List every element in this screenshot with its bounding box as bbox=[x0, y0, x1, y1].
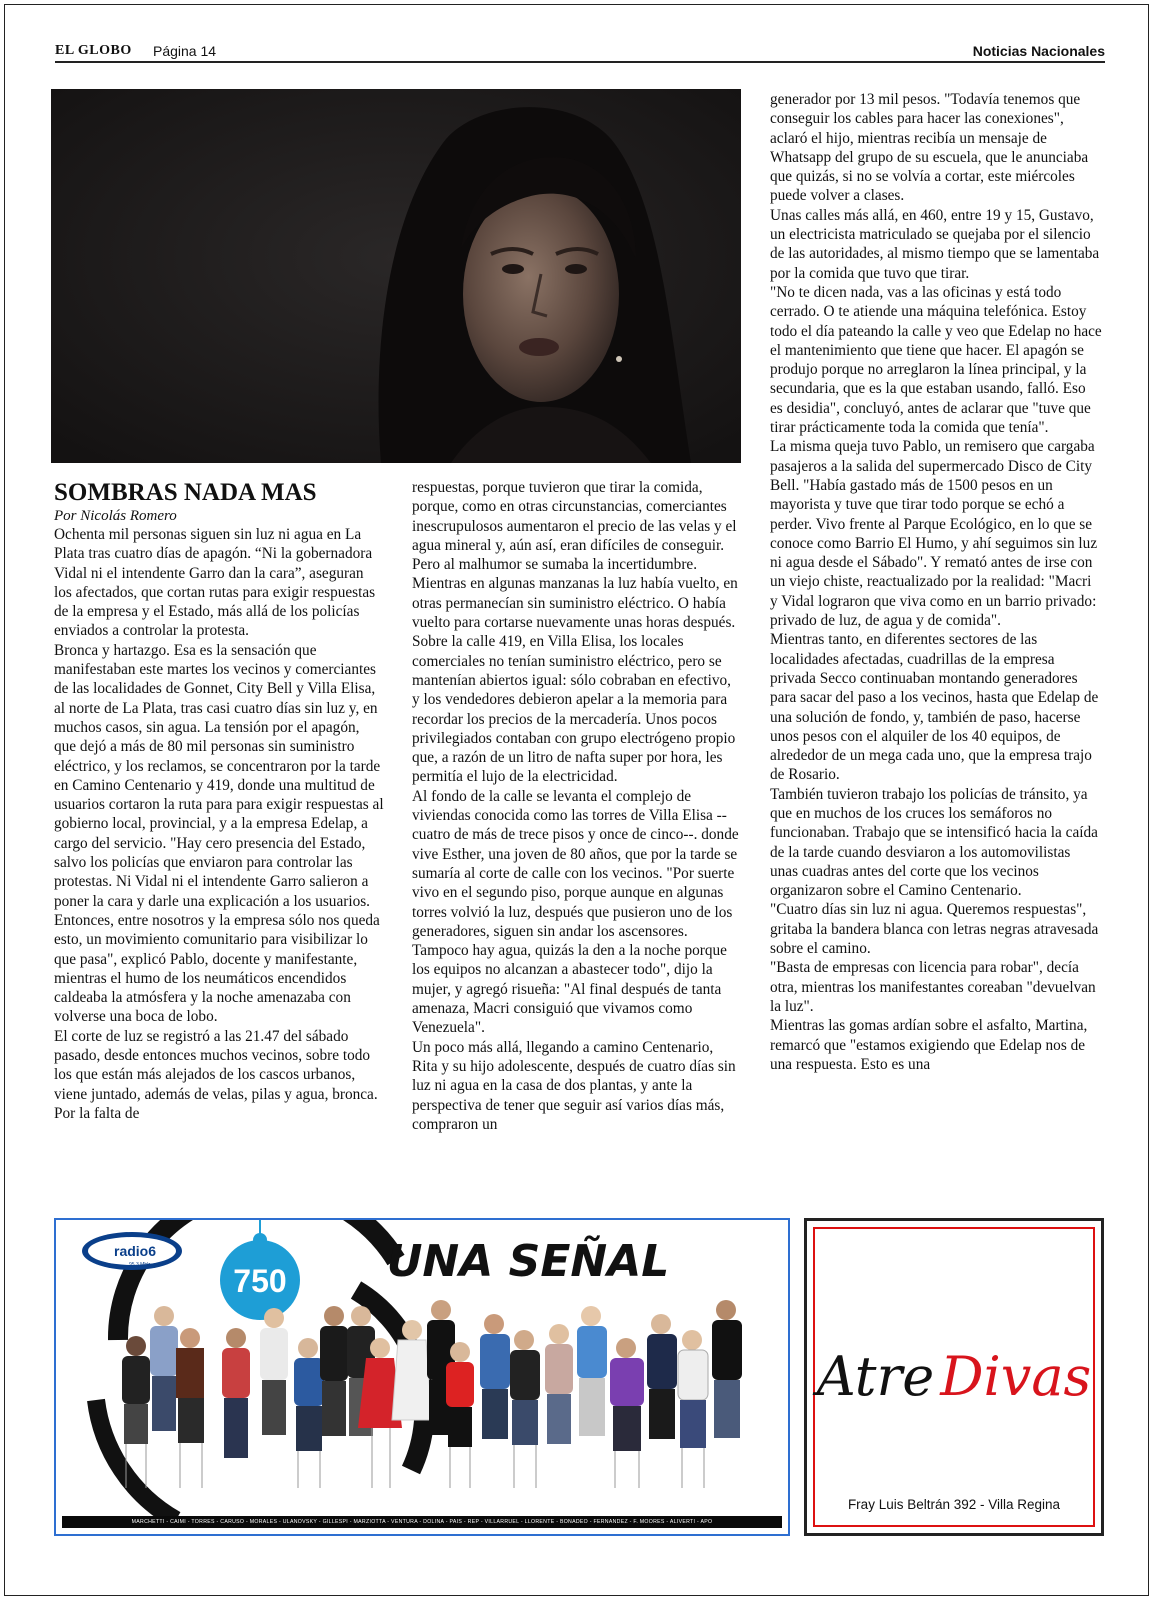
store-brand-first: Atre bbox=[816, 1345, 935, 1408]
store-address: Fray Luis Beltrán 392 - Villa Regina bbox=[847, 1497, 1061, 1512]
store-brand-logo bbox=[815, 1347, 1093, 1407]
article-paragraph: generador por 13 mil pesos. "Todavía tenemos que conseguir los cables para hacer las conexiones", aclaró el hijo, mientras recibía un mensaje de Whatsapp del grupo de su escuela, que le anunciaba que quizás, si no se volvía a cortar, este miércoles puede volver a clases. bbox=[770, 91, 1089, 205]
article-column-2 bbox=[412, 478, 742, 1134]
page-number: Página 14 bbox=[153, 43, 217, 59]
article-paragraph: Unas calles más allá, en 460, entre 19 y 15, Gustavo, un electricista matriculado se quejaba por el silencio de las autoridades, al mismo tiempo que se lamentaba por la comida que tuvo que tirar. bbox=[770, 206, 1100, 282]
person-figure bbox=[260, 1308, 288, 1435]
person-figure bbox=[480, 1314, 510, 1439]
radio-logo bbox=[82, 1232, 182, 1270]
article-column-3 bbox=[770, 90, 1102, 1074]
article-paragraph: "Cuatro días sin luz ni agua. Queremos respuestas", gritaba la bandera blanca con letras negras atravesada sobre el camino. bbox=[770, 901, 1099, 958]
article-paragraph: Mientras las gomas ardían sobre el asfalto, Martina, remarcó que "estamos exigiendo que Edelap nos de una respuesta. Esto es una bbox=[770, 1017, 1088, 1073]
article-photo bbox=[51, 89, 741, 463]
store-ad-red-border bbox=[813, 1227, 1095, 1527]
radio-frequency: 750 bbox=[233, 1263, 287, 1299]
article-paragraph: Sobre la calle 419, en Villa Elisa, los locales comerciales no tenían suministro eléctrico, pero se mantenían abiertos igual: sólo cobraban en efectivo, y los vendedores debieron apelar a la memoria para recordar los precios de la mercadería. Unos pocos privilegiados contaban con grupo electrógeno propio que, a razón de un litro de nafta super por hora, les permitía el lujo de la electricidad. bbox=[412, 633, 736, 786]
person-figure bbox=[712, 1300, 742, 1438]
person-figure bbox=[222, 1328, 250, 1458]
radio-logo-sub: 95.3 MHz bbox=[129, 1262, 151, 1268]
article-paragraph: Ochenta mil personas siguen sin luz ni agua en La Plata tras cuatro días de apagón. “Ni la gobernadora Vidal ni el intendente Garro dan la cara”, aseguran los afectados, que cortan rutas para exigir respuestas de la empresa y el Estado, más allá de los policías enviados a controlar la protesta. bbox=[54, 526, 376, 640]
page-header bbox=[55, 43, 1105, 63]
article-paragraph: respuestas, porque tuvieron que tirar la comida, porque, como en otras circunstancias, comerciantes inescrupulosos aumentaron el precio de las velas y el agua mineral y, aún así, eran difíciles de conseguir. bbox=[412, 479, 737, 554]
store-advertisement bbox=[804, 1218, 1104, 1536]
article-paragraph: El corte de luz se registró a las 21.47 del sábado pasado, desde entonces muchos vecinos, sobre todo los que están más alejados de los cascos urbanos, viene juntado, además de velas, pilas y agua, bronca. Por la falta de bbox=[54, 1027, 378, 1122]
article-paragraph: Bronca y hartazgo. Esa es la sensación que manifestaban este martes los vecinos y comerciantes de las localidades de Gonnet, City Bell y Villa Elisa, al norte de La Plata, tras casi cuatro días sin luz y, en muchos casos, sin agua. La tensión por el apagón, que dejó a más de 80 mil personas sin suministro eléctrico, y los reclamos, se concentraron por la tarde en Camino Centenario y 419, donde una multitud de usuarios cortaron la ruta para para exigir respuestas al gobierno local, provincial, y a la empresa Edelap, a cargo del servicio. "Hay cero presencia del Estado, salvo los policías que enviaron para controlar las protestas. Ni Vidal ni el intendente Garro salieron a poner la cara y darle una explicación a los usuarios. Entonces, entre nosotros y la empresa sólo nos queda esto, un movimiento comunitario para visibilizar lo que pasa", explicó Pablo, docente y manifestante, mientras el humo de los neumáticos encendidos caldeaba la atmósfera y la noche amenazaba con volverse una boca de lobo. bbox=[54, 641, 384, 1026]
person-figure bbox=[647, 1314, 677, 1439]
radio-ad-graphic bbox=[56, 1220, 788, 1534]
section-title: Noticias Nacionales bbox=[972, 43, 1105, 59]
article-paragraph: "No te dicen nada, vas a las oficinas y está todo cerrado. O te atiende una máquina telefónica. Estoy todo el día pateando la calle y veo que Edelap no hace el mantenimiento que tiene que hacer. El apagón se produjo porque no arreglaron la línea principal, y la secundaria, que es la que estaban usando, falló. Eso es desidia", concluyó, antes de aclarar que "tuve que tirar prácticamente toda la comida que tenía". bbox=[770, 283, 1102, 437]
person-figure bbox=[510, 1330, 540, 1488]
person-figure bbox=[150, 1306, 178, 1431]
radio-slogan: UNA SEÑAL bbox=[386, 1236, 670, 1287]
store-brand-second: Divas bbox=[940, 1345, 1092, 1408]
article-paragraph: Al fondo de la calle se levanta el complejo de viviendas conocida como las torres de Villa Elisa --cuatro de más de trece pisos y once de cinco--. donde vive Esther, una joven de 80 años, que por la tarde se sumaría al corte de calle con los vecinos. "Por suerte vivo en el segundo piso, porque aunque en algunas torres volvió la luz, después que pusieron uno de los generadores, siguen sin andar los ascensores. Tampoco hay agua, quizás la den a la noche porque los equipos no alcanzan a abastecer todo", dijo la mujer, y agregó risueña: "Al final después de tanta amenaza, Macri consiguió que vivamos como Venezuela". bbox=[412, 787, 739, 1037]
article-paragraph: La misma queja tuvo Pablo, un remisero que cargaba pasajeros a la salida del supermercado Disco de City Bell. "Había gastado más de 1500 pesos en un mayorista y tuve que tirar todo porque se echó a perder. Vivo frente al Parque Ecológico, en lo que se conoce como Barrio El Humo, y ahí seguimos sin luz ni agua desde el Sábado". Y remató antes de irse con un viejo chiste, reactualizado por la realidad: "Macri y Vidal lograron que viva como en un barrio privado: privado de luz, de agua y de comida". bbox=[770, 438, 1098, 630]
article-paragraph: También tuvieron trabajo los policías de tránsito, ya que en muchos de los cruces los semáforos no funcionaban. Trabajo que se intensificó hacia la caída de la tarde cuando desviaron a los automovilistas unas cuadras antes del corte que los vecinos organizaron sobre el Camino Centenario. bbox=[770, 785, 1098, 900]
article-paragraph: "Basta de empresas con licencia para robar", decía otra, mientras los manifestantes coreaban "devuelvan la luz". bbox=[770, 959, 1096, 1015]
article-title: SOMBRAS NADA MAS bbox=[54, 479, 317, 506]
radio-logo-text: radio6 bbox=[114, 1243, 157, 1259]
person-figure bbox=[678, 1330, 708, 1488]
article-column-1 bbox=[54, 478, 384, 1123]
person-figure bbox=[577, 1306, 607, 1436]
person-figure bbox=[610, 1338, 644, 1488]
article-paragraph: Un poco más allá, llegando a camino Centenario, Rita y su hijo adolescente, después de cuatro días sin luz ni agua en la casa de dos plantas, y ante la perspectiva de tener que seguir así varios días más, compraron un bbox=[412, 1038, 736, 1133]
article-paragraph: Mientras tanto, en diferentes sectores de las localidades afectadas, cuadrillas de la empresa privada Secco continuaban montando generadores para sacar del paso a los vecinos, hasta que Edelap de una solución de fondo, y, también de paso, hacerse unos pesos con el alquiler de los 40 equipos, de alrededor de un mega cada uno, que la empresa trajo de Rosario. bbox=[770, 631, 1099, 784]
article-byline: Por Nicolás Romero bbox=[54, 508, 177, 524]
person-figure bbox=[294, 1338, 324, 1488]
person-figure bbox=[122, 1336, 150, 1488]
person-figure bbox=[545, 1324, 573, 1444]
group-of-seated-people-photo bbox=[122, 1300, 742, 1488]
woman-portrait-photo bbox=[51, 89, 741, 463]
person-figure bbox=[320, 1306, 348, 1436]
person-figure bbox=[446, 1342, 474, 1488]
radio-names-strip: MARCHETTI - CAIMI - TORRES - CARUSO - MORALES - ULANOVSKY - GILLESPI - MARZIOTTA - VENTURA - DOLINA - PAIS - REP - VILLARRUEL - LLORENTE - BONADEO - FERNANDEZ - F. MOORES - ALIVERTI - APO bbox=[62, 1516, 782, 1528]
article-paragraph: Pero al malhumor se sumaba la incertidumbre. Mientras en algunas manzanas la luz había vuelto, en otras permanecían sin suministro eléctrico. O había vuelto para cortarse nuevamente unas horas después. bbox=[412, 556, 738, 632]
person-figure bbox=[176, 1328, 204, 1488]
newspaper-name: EL GLOBO bbox=[55, 43, 132, 58]
radio-advertisement bbox=[54, 1218, 790, 1536]
